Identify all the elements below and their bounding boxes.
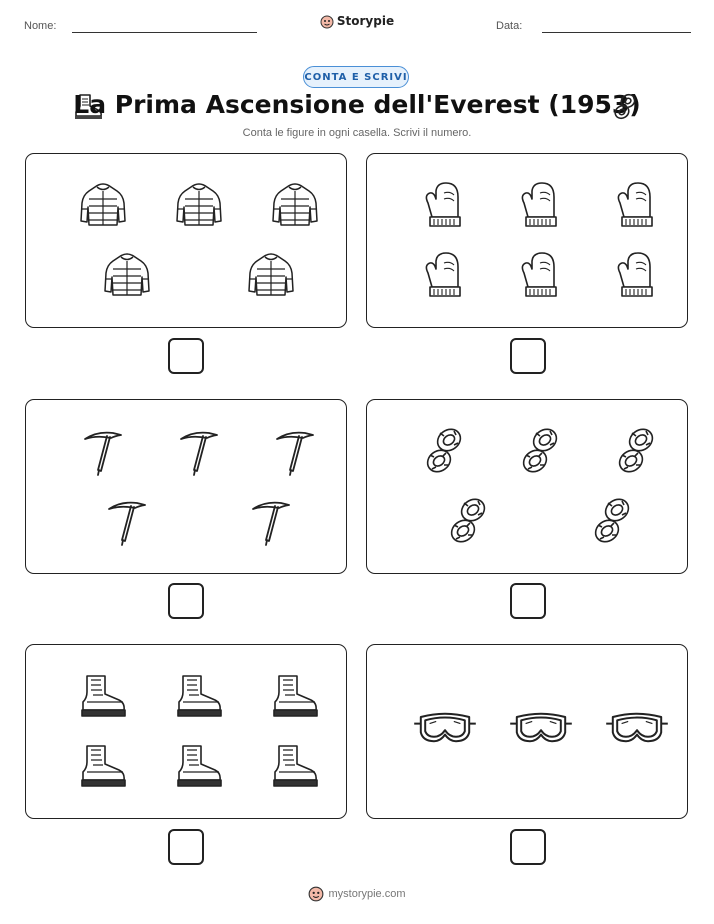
page-title: La Prima Ascensione dell'Everest (1953): [73, 90, 641, 119]
jacket-icon: [101, 249, 153, 301]
mitten-icon: [418, 179, 470, 231]
ice-axe-icon: [245, 495, 297, 547]
instructions: Conta le figure in ogni casella. Scrivi il numero.: [242, 127, 472, 139]
answer-box[interactable]: [168, 829, 204, 865]
mitten-icon: [610, 179, 662, 231]
rope-icon: [610, 425, 662, 477]
rope-icon: [586, 495, 638, 547]
date-label: Data:: [496, 20, 523, 32]
jacket-icon: [77, 179, 129, 231]
date-line[interactable]: [542, 32, 691, 33]
footer: [0, 886, 714, 902]
boot-icon: [269, 670, 321, 722]
answer-box[interactable]: [510, 829, 546, 865]
answer-box[interactable]: [168, 338, 204, 374]
boot-icon: [173, 670, 225, 722]
name-line[interactable]: [72, 32, 257, 33]
brand-name: Storypie: [336, 14, 395, 28]
goggles-icon: [508, 706, 574, 750]
mascot-icon: [308, 886, 324, 902]
ice-axe-icon: [101, 495, 153, 547]
name-label: Nome:: [24, 20, 57, 32]
jacket-icon: [245, 249, 297, 301]
ice-axe-icon: [77, 425, 129, 477]
boot-icon: [269, 740, 321, 792]
rope-icon: [442, 495, 494, 547]
ice-axe-icon: [269, 425, 321, 477]
mascot-icon: [320, 15, 334, 29]
ice-axe-icon: [173, 425, 225, 477]
goggles-icon: [604, 706, 670, 750]
answer-box[interactable]: [510, 338, 546, 374]
goggles-icon: [412, 706, 478, 750]
activity-badge: CONTA E SCRIVI: [303, 66, 409, 88]
footer-url: mystorypie.com: [328, 887, 406, 900]
answer-box[interactable]: [168, 583, 204, 619]
mitten-icon: [418, 249, 470, 301]
boot-icon: [173, 740, 225, 792]
rope-icon: [418, 425, 470, 477]
boot-icon: [77, 740, 129, 792]
boot-icon: [77, 670, 129, 722]
mitten-icon: [514, 179, 566, 231]
rope-icon: [610, 92, 640, 122]
mitten-icon: [514, 249, 566, 301]
answer-box[interactable]: [510, 583, 546, 619]
rope-icon: [514, 425, 566, 477]
jacket-icon: [269, 179, 321, 231]
brand-logo: [0, 14, 714, 29]
jacket-icon: [173, 179, 225, 231]
mitten-icon: [610, 249, 662, 301]
